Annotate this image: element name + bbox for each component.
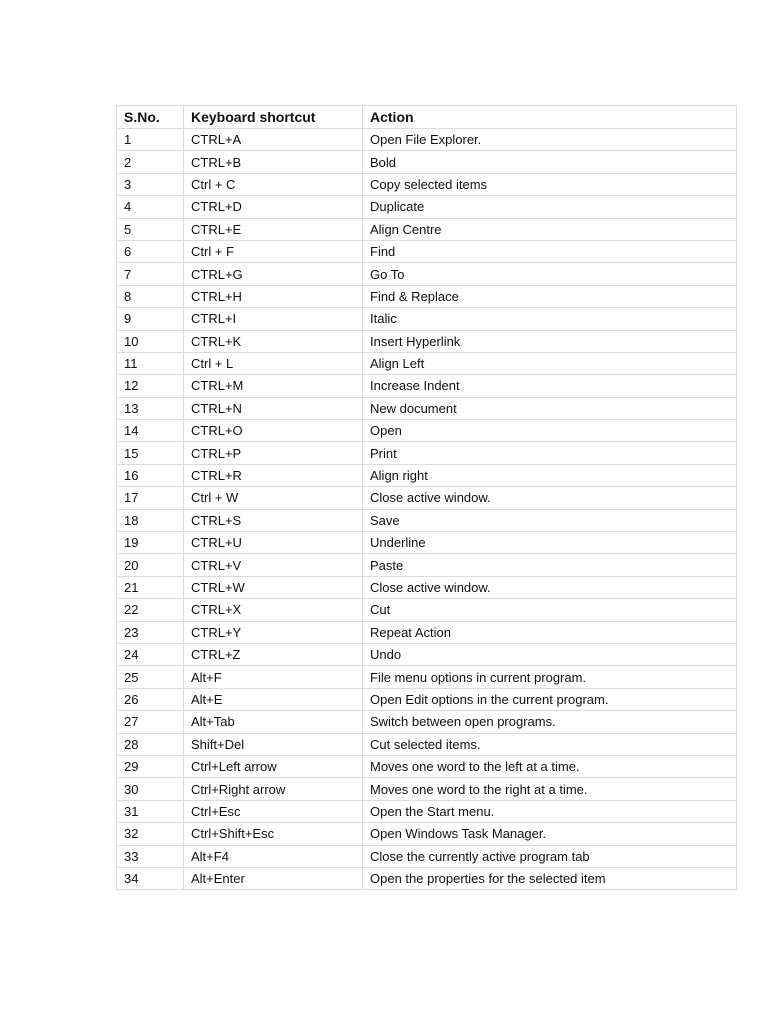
- table-row: [117, 173, 737, 195]
- cell-sno: 10: [117, 330, 184, 352]
- cell-sno: 20: [117, 554, 184, 576]
- cell-shortcut: Alt+Enter: [184, 867, 363, 889]
- cell-sno: 31: [117, 800, 184, 822]
- cell-shortcut: CTRL+V: [184, 554, 363, 576]
- cell-sno: 12: [117, 375, 184, 397]
- cell-shortcut: CTRL+N: [184, 397, 363, 419]
- cell-action: Align Left: [363, 352, 737, 374]
- cell-action: Close active window.: [363, 576, 737, 598]
- table-row: [117, 621, 737, 643]
- cell-action: Insert Hyperlink: [363, 330, 737, 352]
- cell-sno: 29: [117, 755, 184, 777]
- cell-shortcut: CTRL+P: [184, 442, 363, 464]
- table-body: [117, 129, 737, 890]
- table-row: [117, 218, 737, 240]
- cell-sno: 22: [117, 599, 184, 621]
- cell-sno: 18: [117, 509, 184, 531]
- cell-action: Moves one word to the right at a time.: [363, 778, 737, 800]
- cell-sno: 26: [117, 688, 184, 710]
- cell-action: Open Windows Task Manager.: [363, 823, 737, 845]
- cell-sno: 23: [117, 621, 184, 643]
- table-row: [117, 375, 737, 397]
- cell-sno: 9: [117, 308, 184, 330]
- cell-action: Italic: [363, 308, 737, 330]
- cell-action: Align right: [363, 464, 737, 486]
- cell-shortcut: Alt+E: [184, 688, 363, 710]
- table-row: [117, 733, 737, 755]
- table-row: [117, 800, 737, 822]
- cell-action: Open Edit options in the current program.: [363, 688, 737, 710]
- cell-action: Open File Explorer.: [363, 129, 737, 151]
- cell-sno: 30: [117, 778, 184, 800]
- table-row: [117, 643, 737, 665]
- header-sno: S.No.: [117, 106, 184, 129]
- cell-shortcut: CTRL+K: [184, 330, 363, 352]
- cell-shortcut: CTRL+U: [184, 532, 363, 554]
- table-header-row: [117, 106, 737, 129]
- cell-shortcut: Ctrl + F: [184, 240, 363, 262]
- table-row: [117, 464, 737, 486]
- header-keyboard-shortcut: Keyboard shortcut: [184, 106, 363, 129]
- cell-action: Find: [363, 240, 737, 262]
- table-row: [117, 554, 737, 576]
- cell-shortcut: CTRL+D: [184, 196, 363, 218]
- cell-sno: 6: [117, 240, 184, 262]
- shortcuts-table-container: [116, 105, 736, 890]
- cell-shortcut: Shift+Del: [184, 733, 363, 755]
- table-row: [117, 263, 737, 285]
- cell-sno: 24: [117, 643, 184, 665]
- cell-sno: 34: [117, 867, 184, 889]
- cell-action: Align Centre: [363, 218, 737, 240]
- cell-shortcut: CTRL+M: [184, 375, 363, 397]
- table-row: [117, 599, 737, 621]
- cell-sno: 11: [117, 352, 184, 374]
- cell-action: Repeat Action: [363, 621, 737, 643]
- cell-action: Switch between open programs.: [363, 711, 737, 733]
- cell-action: Go To: [363, 263, 737, 285]
- cell-shortcut: CTRL+S: [184, 509, 363, 531]
- cell-sno: 7: [117, 263, 184, 285]
- cell-shortcut: CTRL+B: [184, 151, 363, 173]
- cell-action: Open: [363, 420, 737, 442]
- cell-sno: 33: [117, 845, 184, 867]
- cell-shortcut: Ctrl+Shift+Esc: [184, 823, 363, 845]
- cell-shortcut: CTRL+H: [184, 285, 363, 307]
- table-row: [117, 487, 737, 509]
- cell-sno: 32: [117, 823, 184, 845]
- cell-shortcut: Ctrl + W: [184, 487, 363, 509]
- table-row: [117, 867, 737, 889]
- cell-shortcut: CTRL+W: [184, 576, 363, 598]
- cell-action: Cut selected items.: [363, 733, 737, 755]
- table-row: [117, 196, 737, 218]
- cell-shortcut: Ctrl + C: [184, 173, 363, 195]
- cell-action: Duplicate: [363, 196, 737, 218]
- table-row: [117, 397, 737, 419]
- cell-shortcut: Ctrl + L: [184, 352, 363, 374]
- table-row: [117, 532, 737, 554]
- cell-shortcut: CTRL+X: [184, 599, 363, 621]
- table-row: [117, 352, 737, 374]
- cell-sno: 25: [117, 666, 184, 688]
- cell-sno: 15: [117, 442, 184, 464]
- cell-action: Bold: [363, 151, 737, 173]
- cell-sno: 2: [117, 151, 184, 173]
- cell-action: Close the currently active program tab: [363, 845, 737, 867]
- cell-action: New document: [363, 397, 737, 419]
- cell-shortcut: CTRL+I: [184, 308, 363, 330]
- table-row: [117, 711, 737, 733]
- cell-sno: 4: [117, 196, 184, 218]
- cell-sno: 14: [117, 420, 184, 442]
- table-row: [117, 509, 737, 531]
- cell-action: Copy selected items: [363, 173, 737, 195]
- cell-shortcut: Alt+Tab: [184, 711, 363, 733]
- table-row: [117, 755, 737, 777]
- cell-sno: 19: [117, 532, 184, 554]
- cell-shortcut: CTRL+G: [184, 263, 363, 285]
- cell-action: Undo: [363, 643, 737, 665]
- cell-shortcut: Ctrl+Left arrow: [184, 755, 363, 777]
- cell-sno: 28: [117, 733, 184, 755]
- cell-action: Moves one word to the left at a time.: [363, 755, 737, 777]
- table-row: [117, 285, 737, 307]
- cell-sno: 3: [117, 173, 184, 195]
- cell-shortcut: Ctrl+Esc: [184, 800, 363, 822]
- cell-action: Increase Indent: [363, 375, 737, 397]
- table-row: [117, 823, 737, 845]
- cell-shortcut: CTRL+Y: [184, 621, 363, 643]
- cell-sno: 27: [117, 711, 184, 733]
- table-row: [117, 330, 737, 352]
- cell-action: Print: [363, 442, 737, 464]
- cell-sno: 17: [117, 487, 184, 509]
- cell-shortcut: Alt+F: [184, 666, 363, 688]
- cell-action: Underline: [363, 532, 737, 554]
- cell-shortcut: CTRL+R: [184, 464, 363, 486]
- shortcuts-table: [116, 105, 737, 890]
- cell-sno: 1: [117, 129, 184, 151]
- header-action: Action: [363, 106, 737, 129]
- cell-action: File menu options in current program.: [363, 666, 737, 688]
- cell-action: Open the properties for the selected item: [363, 867, 737, 889]
- cell-sno: 21: [117, 576, 184, 598]
- cell-sno: 8: [117, 285, 184, 307]
- table-row: [117, 129, 737, 151]
- cell-shortcut: Ctrl+Right arrow: [184, 778, 363, 800]
- table-row: [117, 845, 737, 867]
- cell-action: Paste: [363, 554, 737, 576]
- table-row: [117, 308, 737, 330]
- table-row: [117, 778, 737, 800]
- table-row: [117, 420, 737, 442]
- cell-sno: 5: [117, 218, 184, 240]
- cell-action: Open the Start menu.: [363, 800, 737, 822]
- cell-action: Cut: [363, 599, 737, 621]
- cell-action: Save: [363, 509, 737, 531]
- cell-sno: 13: [117, 397, 184, 419]
- table-row: [117, 666, 737, 688]
- table-row: [117, 688, 737, 710]
- cell-action: Find & Replace: [363, 285, 737, 307]
- cell-action: Close active window.: [363, 487, 737, 509]
- table-row: [117, 442, 737, 464]
- cell-shortcut: CTRL+O: [184, 420, 363, 442]
- table-row: [117, 151, 737, 173]
- cell-shortcut: CTRL+A: [184, 129, 363, 151]
- cell-shortcut: Alt+F4: [184, 845, 363, 867]
- cell-sno: 16: [117, 464, 184, 486]
- table-row: [117, 240, 737, 262]
- cell-shortcut: CTRL+Z: [184, 643, 363, 665]
- cell-shortcut: CTRL+E: [184, 218, 363, 240]
- table-row: [117, 576, 737, 598]
